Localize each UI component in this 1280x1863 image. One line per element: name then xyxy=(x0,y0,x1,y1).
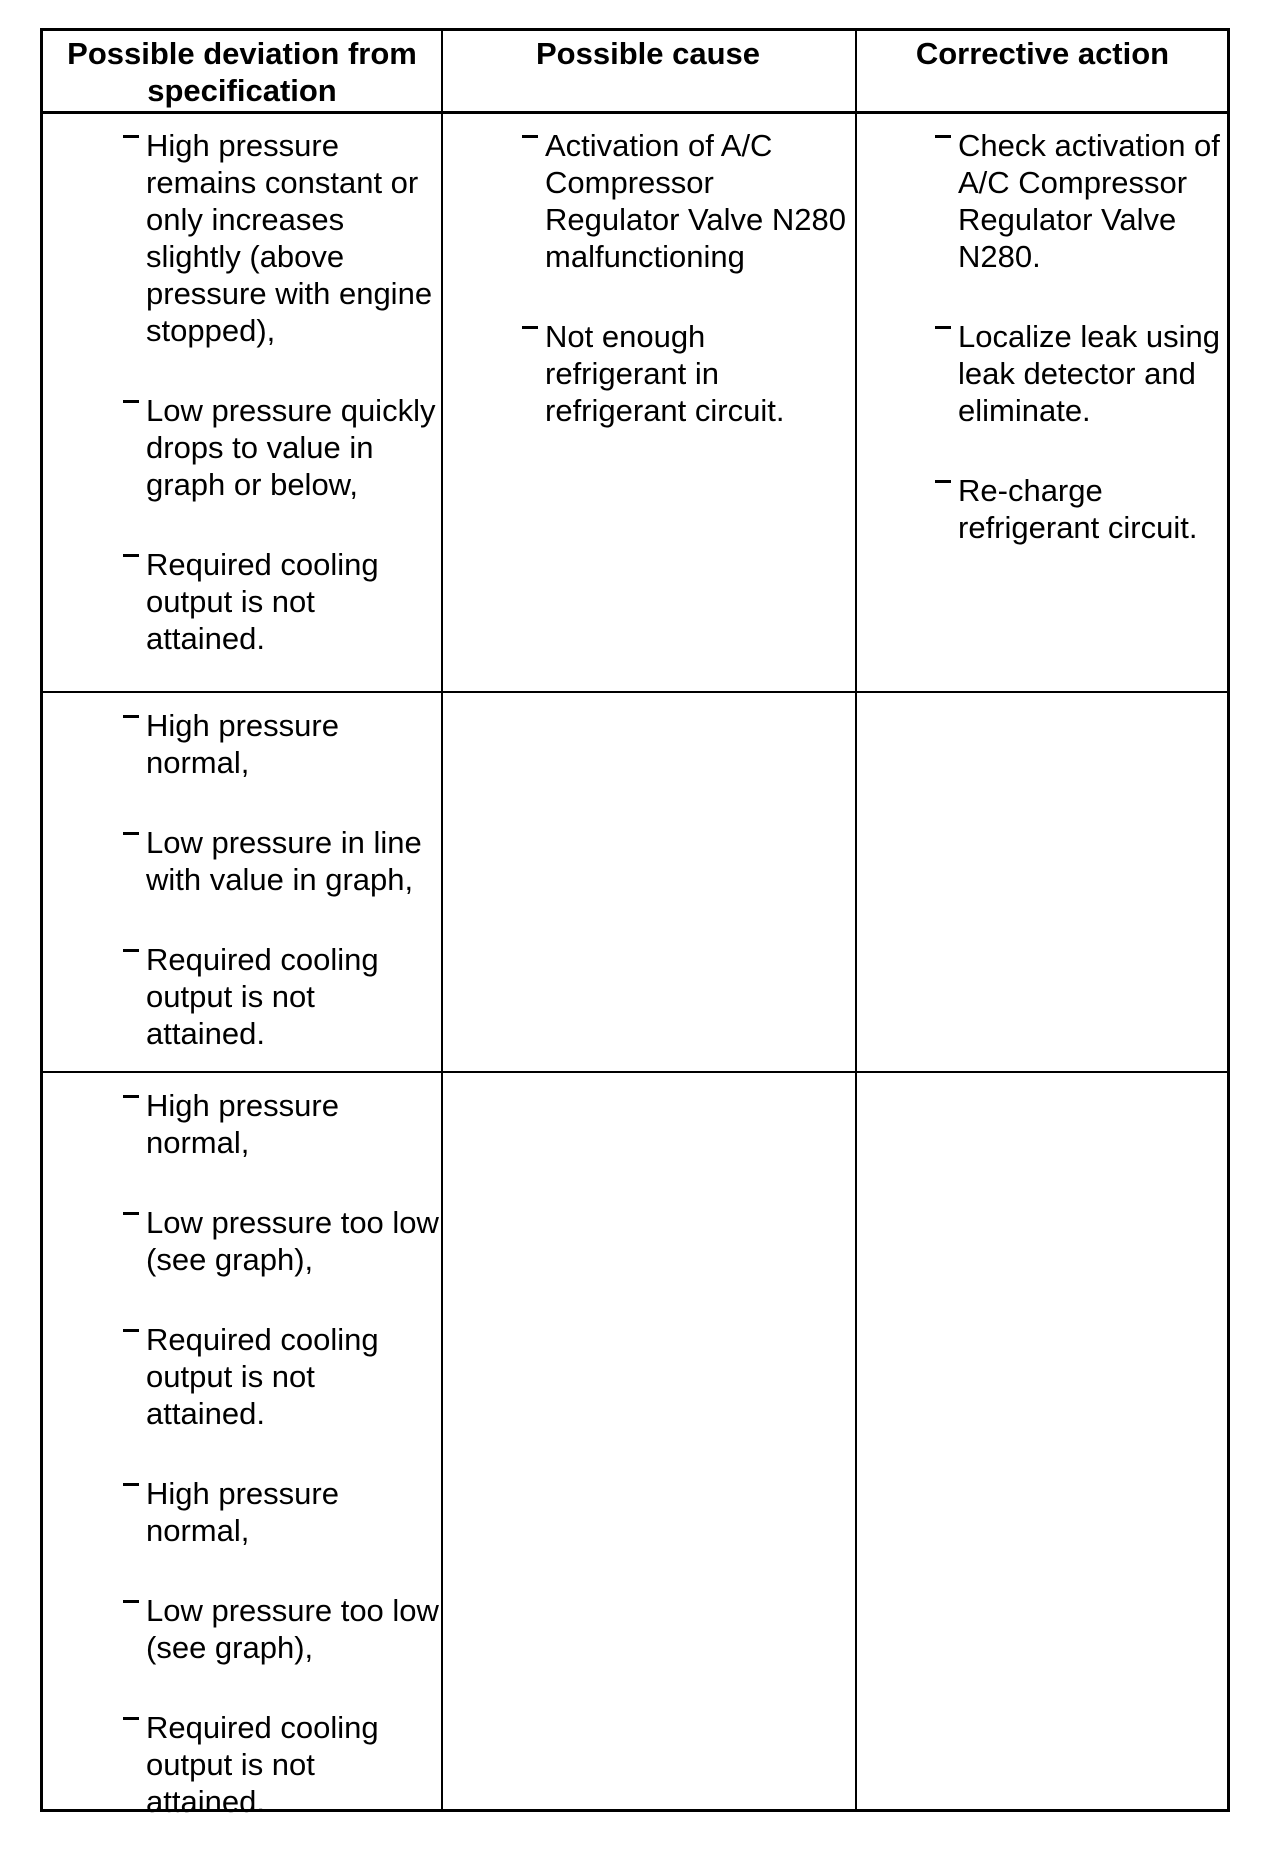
dash-bullet-icon xyxy=(123,1600,139,1603)
dash-bullet-icon xyxy=(123,1095,139,1098)
list-item xyxy=(441,318,855,429)
deviation-text: Low pressure too low (see graph), xyxy=(146,1593,439,1665)
list-item xyxy=(43,1709,441,1820)
deviation-text: High pressure normal, xyxy=(146,1476,339,1548)
dash-bullet-icon xyxy=(935,480,951,483)
header-action xyxy=(855,31,1230,111)
list-item xyxy=(43,546,441,657)
deviation-text: Required cooling output is not attained. xyxy=(146,942,379,1051)
deviation-text: High pressure remains constant or only increases slightly (above pressure with engine stopped), xyxy=(146,128,433,348)
deviation-text: Required cooling output is not attained. xyxy=(146,1710,379,1819)
dash-bullet-icon xyxy=(123,400,139,403)
list-item xyxy=(855,318,1230,429)
action-text: Re-charge refrigerant circuit. xyxy=(958,473,1198,545)
deviation-text: High pressure normal, xyxy=(146,1088,339,1160)
dash-bullet-icon xyxy=(522,326,538,329)
dash-bullet-icon xyxy=(123,135,139,138)
dash-bullet-icon xyxy=(123,1212,139,1215)
header-action-label: Corrective action xyxy=(915,36,1170,71)
header-deviation-label: Possible deviation from specification xyxy=(67,36,417,108)
deviation-text: Required cooling output is not attained. xyxy=(146,547,379,656)
action-text: Check activation of A/C Compressor Regulator Valve N280. xyxy=(958,128,1220,274)
dash-bullet-icon xyxy=(123,715,139,718)
header-cause xyxy=(441,31,855,111)
list-item xyxy=(43,392,441,503)
cause-text: Not enough refrigerant in refrigerant circuit. xyxy=(545,319,785,428)
list-item xyxy=(441,127,855,275)
list-item xyxy=(43,127,441,349)
deviation-text: Low pressure in line with value in graph, xyxy=(146,825,422,897)
dash-bullet-icon xyxy=(522,135,538,138)
dash-bullet-icon xyxy=(123,554,139,557)
action-text: Localize leak using leak detector and eliminate. xyxy=(958,319,1220,428)
deviation-text: Low pressure too low (see graph), xyxy=(146,1205,439,1277)
dash-bullet-icon xyxy=(123,1483,139,1486)
list-item xyxy=(43,1475,441,1549)
list-item xyxy=(855,127,1230,275)
list-item xyxy=(855,472,1230,546)
dash-bullet-icon xyxy=(123,1717,139,1720)
list-item xyxy=(43,824,441,898)
header-cause-label: Possible cause xyxy=(535,36,760,71)
row-1-action-cell xyxy=(855,127,1230,589)
dash-bullet-icon xyxy=(935,135,951,138)
header-divider xyxy=(43,111,1227,114)
dash-bullet-icon xyxy=(123,832,139,835)
dash-bullet-icon xyxy=(935,326,951,329)
cause-text: Activation of A/C Compressor Regulator Valve N280 malfunctioning xyxy=(545,128,846,274)
list-item xyxy=(43,941,441,1052)
list-item xyxy=(43,1087,441,1161)
row-2-deviation-cell xyxy=(43,707,441,1095)
list-item xyxy=(43,1321,441,1432)
list-item xyxy=(43,1204,441,1278)
dash-bullet-icon xyxy=(123,949,139,952)
deviation-text: High pressure normal, xyxy=(146,708,339,780)
diagnosis-table xyxy=(40,28,1230,1819)
list-item xyxy=(43,707,441,781)
row-1-deviation-cell xyxy=(43,127,441,700)
deviation-text: Low pressure quickly drops to value in graph or below, xyxy=(146,393,436,502)
dash-bullet-icon xyxy=(123,1329,139,1332)
list-item xyxy=(43,1592,441,1666)
header-deviation xyxy=(43,31,441,111)
deviation-text: Required cooling output is not attained. xyxy=(146,1322,379,1431)
row-1-cause-cell xyxy=(441,127,855,472)
row-3-deviation-cell xyxy=(43,1087,441,1863)
